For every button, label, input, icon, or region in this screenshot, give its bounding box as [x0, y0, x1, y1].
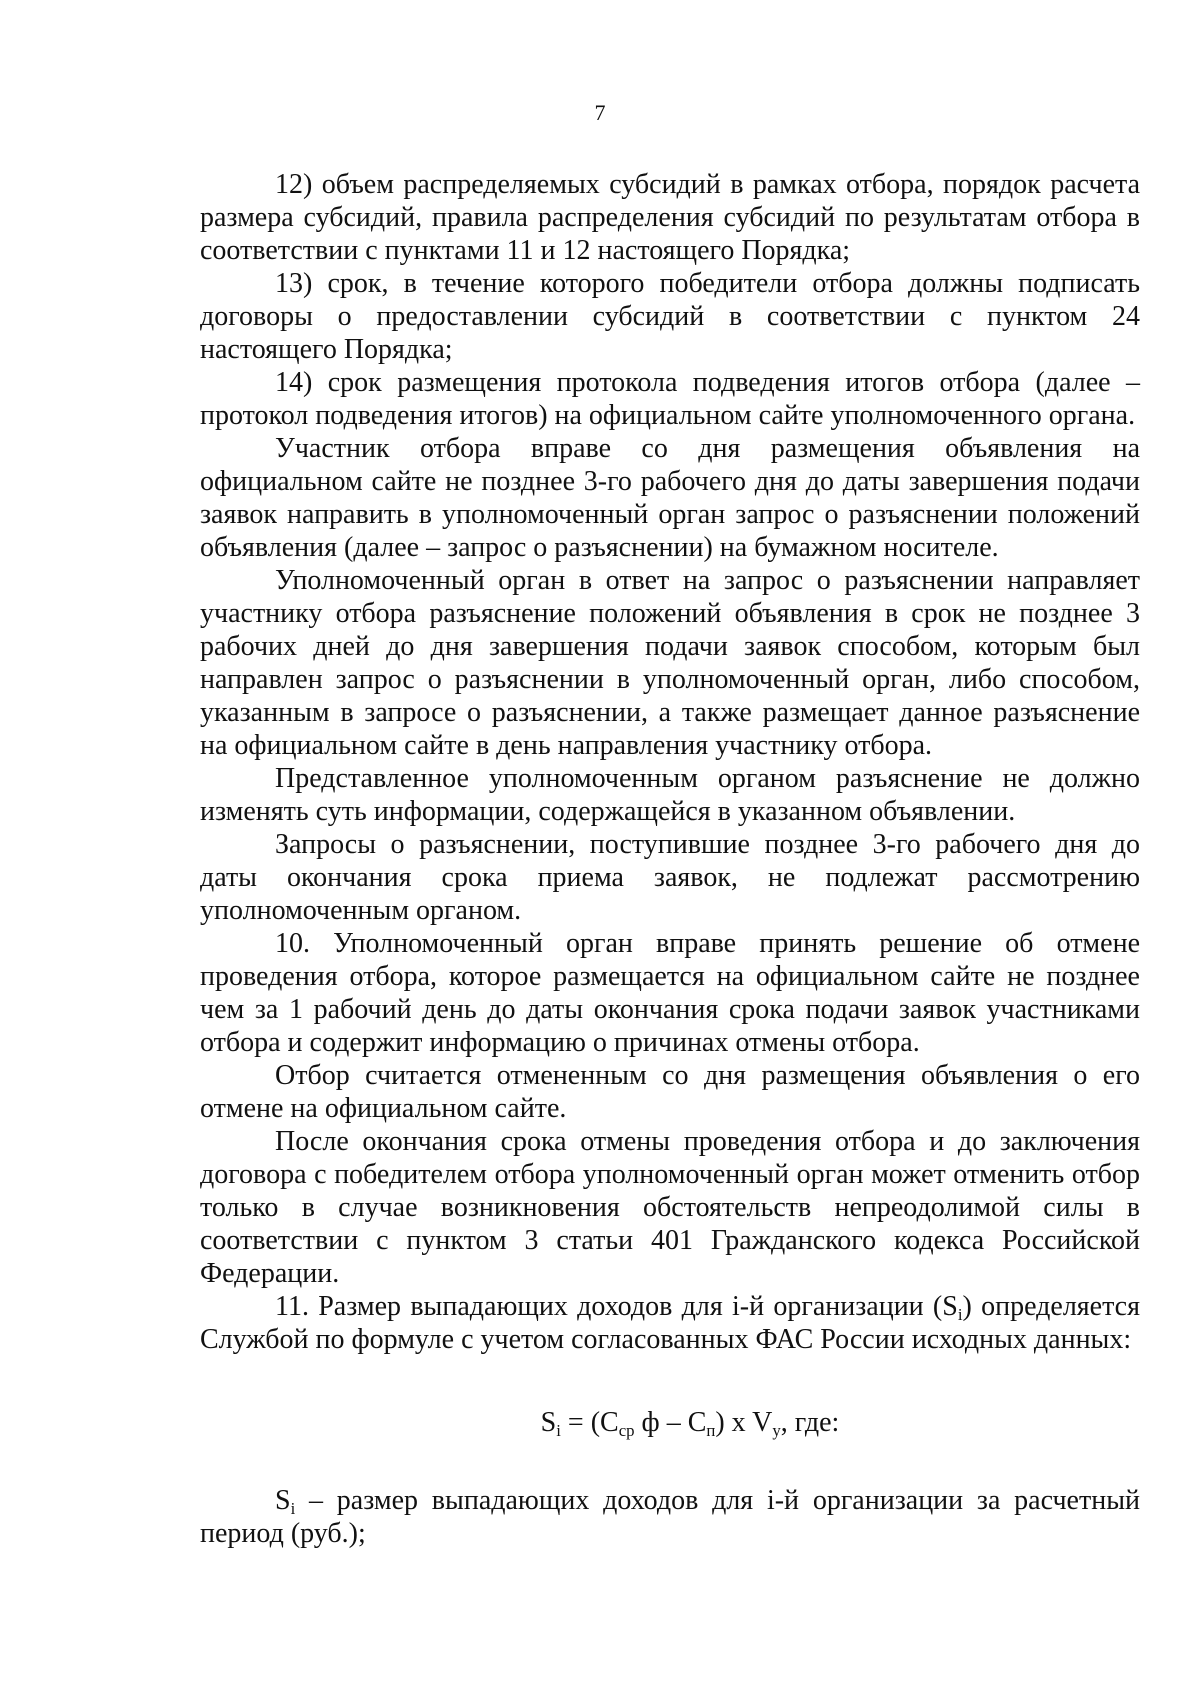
paragraph-item-13: 13) срок, в течение которого победители отбора должны подписать договоры о предоставлении субсидий в соответствии с пунктом 24 настоящего Порядка;	[200, 268, 1140, 365]
formula-times-v: ) x V	[715, 1407, 773, 1438]
section-11-text-start: 11. Размер выпадающих доходов для i-й организации (S	[275, 1291, 958, 1322]
section-11-subscript: i	[957, 1305, 963, 1325]
paragraph-item-14: 14) срок размещения протокола подведения итогов отбора (далее – протокол подведения итогов) на официальном сайте уполномоченного органа.	[200, 367, 1140, 431]
paragraph-clarification-scope: Представленное уполномоченным органом разъяснение не должно изменять суть информации, содержащейся в указанном объявлении.	[200, 763, 1140, 827]
formula-s-subscript: i	[556, 1421, 561, 1441]
definition-si	[200, 1484, 1140, 1550]
paragraph-force-majeure: После окончания срока отмены проведения отбора и до заключения договора с победителем отбора уполномоченный орган может отменить отбор только в случае возникновения обстоятельств непреодолимой силы в соответствии с пунктом 3 статьи 401 Гражданского кодекса Российской Федерации.	[200, 1126, 1140, 1289]
definition-s-subscript: i	[290, 1499, 296, 1519]
paragraph-cancellation-effective: Отбор считается отмененным со дня размещения объявления о его отмене на официальном сайте.	[200, 1060, 1140, 1124]
formula-s: S	[540, 1407, 557, 1438]
section-11-text-end: ) определяется Службой по формуле с учетом согласованных ФАС России исходных данных:	[200, 1291, 1140, 1355]
page-number: 7	[594, 100, 606, 125]
definition-s: S	[275, 1485, 291, 1516]
paragraph-item-12: 12) объем распределяемых субсидий в рамках отбора, порядок расчета размера субсидий, правила распределения субсидий по результатам отбора в соответствии с пунктами 11 и 12 настоящего Порядка;	[200, 169, 1140, 266]
paragraph-section-10: 10. Уполномоченный орган вправе принять решение об отмене проведения отбора, которое размещается на официальном сайте не позднее чем за 1 рабочий день до даты окончания срока подачи заявок участниками отбора и содержит информацию о причинах отмены отбора.	[200, 928, 1140, 1058]
document-body	[200, 168, 1140, 1550]
formula-cp-subscript: п	[706, 1421, 716, 1441]
formula-equals-c: = (C	[560, 1407, 619, 1438]
paragraph-late-requests: Запросы о разъяснении, поступившие позднее 3-го рабочего дня до даты окончания срока приема заявок, не подлежат рассмотрению уполномоченным органом.	[200, 829, 1140, 926]
definition-text: – размер выпадающих доходов для i-й организации за расчетный период (руб.);	[200, 1485, 1140, 1549]
paragraph-section-11	[200, 1290, 1140, 1356]
formula-phi-minus-c: ф – C	[634, 1407, 707, 1438]
formula	[200, 1406, 1140, 1439]
formula-v-subscript: у	[772, 1421, 781, 1441]
paragraph-clarification-request: Участник отбора вправе со дня размещения объявления на официальном сайте не позднее 3-го рабочего дня до даты завершения подачи заявок направить в уполномоченный орган запрос о разъяснении положений объявления (далее – запрос о разъяснении) на бумажном носителе.	[200, 433, 1140, 563]
formula-tail: , где:	[780, 1407, 840, 1438]
formula-c-subscript: ср	[618, 1421, 635, 1441]
paragraph-clarification-response: Уполномоченный орган в ответ на запрос о разъяснении направляет участнику отбора разъяснение положений объявления в срок не позднее 3 рабочих дней до дня завершения подачи заявок способом, которым был направлен запрос о разъяснении в уполномоченный орган, либо способом, указанным в запросе о разъяснении, а также размещает данное разъяснение на официальном сайте в день направления участнику отбора.	[200, 565, 1140, 761]
